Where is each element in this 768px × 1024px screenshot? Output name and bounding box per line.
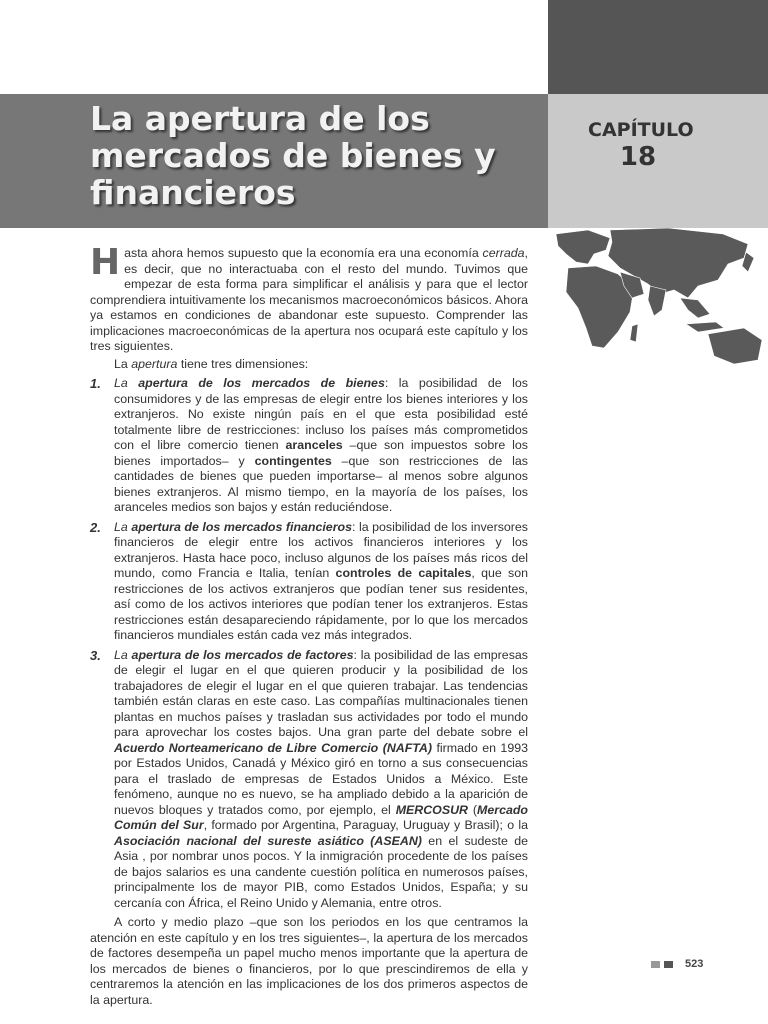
list-item [90,376,528,516]
land-indonesia [686,322,724,332]
item-term: apertura de los mercados de factores [131,647,354,662]
world-map-image [548,228,768,368]
lead-text: La [114,356,132,371]
corner-block [548,0,768,94]
keyword-aranceles: aranceles [285,438,343,452]
keyword-asean: Asociación nacional del sureste asiático (ASEAN) [114,833,422,848]
closing-paragraph: A corto y medio plazo –que son los periodos en los que centramos la atención en este capítulo y en los tres siguientes–, la apertura de los mercados de factores desempeña un papel mucho menos importante que la apertura de los mercados de bienes o financieros, por lo que prescindiremos de ella y centraremos la atención en las implicaciones de los dos primeros aspectos de la apertura. [90,915,528,1007]
item-text: : la posibilidad de las empresas de elegir el lugar en el que quieren producir y la posibilidad de los trabajadores de elegir el lugar en el que quieren trabajar. Las tendencias también están claras en este caso. Las compañías multinacionales tienen plantas en muchos países y trasladan sus actividades por todo el mundo para aprovechar los costes bajos. Una gran parte del debate sobre el [114,647,528,739]
chapter-label: CAPÍTULO [588,119,694,141]
item-text: : la posibilidad de los inversores financieros de elegir entre los activos financieros interiores y los extranjeros. Hasta hace poco, incluso algunos de los países más ricos del mundo, como Francia e Italia, tenían [114,519,528,580]
land-se-asia [680,298,710,318]
lead-emphasis: apertura [131,356,178,371]
keyword-contingentes: contingentes [254,453,332,468]
footer-square-light [651,961,660,968]
chapter-title: La apertura de los mercados de bienes y financieros [90,99,496,212]
page-footer [651,957,703,971]
item-text: : la posibilidad de los consumidores y de las empresas de elegir entre los bienes interiores y los extranjeros. No existe ningún país en el que esta posibilidad esté totalmente libre de restricciones: incluso los países más comprometidos con el libre comercio tienen [114,376,528,452]
intro-emphasis: cerrada [482,246,525,260]
item-term: apertura de los mercados de bienes [138,376,385,390]
item-text: firmado en 1993 por Estados Unidos, Canadá y México giró en torno a sus consecuencias para el traslado de empresas de Estados Unidos a México. Este fenómeno, aunque no es nuevo, se ha ampliado debido a la aparición de nuevos bloques y tratados como, por ejemplo, el [114,740,528,817]
item-text: ( [467,802,478,817]
item-text: –que son impuestos sobre los bienes importados– y [114,438,528,468]
item-article: La [114,376,139,390]
keyword-nafta: Acuerdo Norteamericano de Libre Comercio (NAFTA) [114,740,433,755]
page-number: 523 [685,958,704,970]
item-article: La [114,519,132,534]
item-text: –que son restricciones de las cantidades de bienes que pueden importarse– al menos sobre algunos bienes extranjeros. Al mismo tiempo, en la mayoría de los países, los aranceles medios son bajos y están reduciéndose. [114,453,528,514]
chapter-marker [588,118,694,172]
item-text: , formado por Argentina, Paraguay, Uruguay y Brasil); o la [203,818,528,832]
lead-paragraph [90,357,528,373]
keyword-mercosur: MERCOSUR [395,802,468,817]
drop-cap: H [90,242,121,283]
land-india [648,286,666,316]
body-text [90,242,528,1008]
intro-text: asta ahora hemos supuesto que la economía era una economía [124,246,483,260]
item-article: La [114,647,132,662]
item-term: apertura de los mercados financieros [131,519,352,534]
land-europe [556,230,610,264]
lead-text-cont: tiene tres dimensiones: [177,356,309,371]
keyword-controles: controles de capitales [335,566,472,580]
land-madagascar [630,324,638,342]
land-australia [708,328,762,364]
list-item [90,520,528,644]
dimensions-list [90,376,528,911]
footer-square-dark [664,961,673,968]
chapter-number: 18 [619,142,657,172]
list-number: 1. [90,376,101,391]
item-text: , que son restricciones de los activos extranjeros que podían tener sus residentes, así como de los activos interiores que podían tener los extranjeros. Estas restricciones están desapareciendo rápidamente, por lo que los mercados financieros mundiales están cada vez más integrados. [114,566,528,642]
keyword-mercado-comun: Mercado Común del Sur [114,802,528,832]
list-number: 2. [90,519,101,535]
list-item [90,648,528,912]
item-text: en el sudeste de Asia , por nombrar unos pocos. Y la inmigración procedente de los países de bajos salarios es una candente cuestión política en numerosos países, principalmente los de mayor PIB, como Estados Unidos, España; y su cercanía con África, el Reino Unido y Alemania, entre otros. [114,833,528,910]
intro-text-cont: , es decir, que no interactuaba con el resto del mundo. Tuvimos que empezar de esta forma para simplificar el análisis y para que el lector comprendiera intuitivamente los mecanismos macroeconómicos básicos. Ahora ya estamos en condiciones de abandonar este supuesto. Comprender las implicaciones macroeconómicas de la apertura nos ocupará este capítulo y los tres siguientes. [90,246,528,353]
list-number: 3. [90,647,101,663]
intro-paragraph [90,242,528,355]
